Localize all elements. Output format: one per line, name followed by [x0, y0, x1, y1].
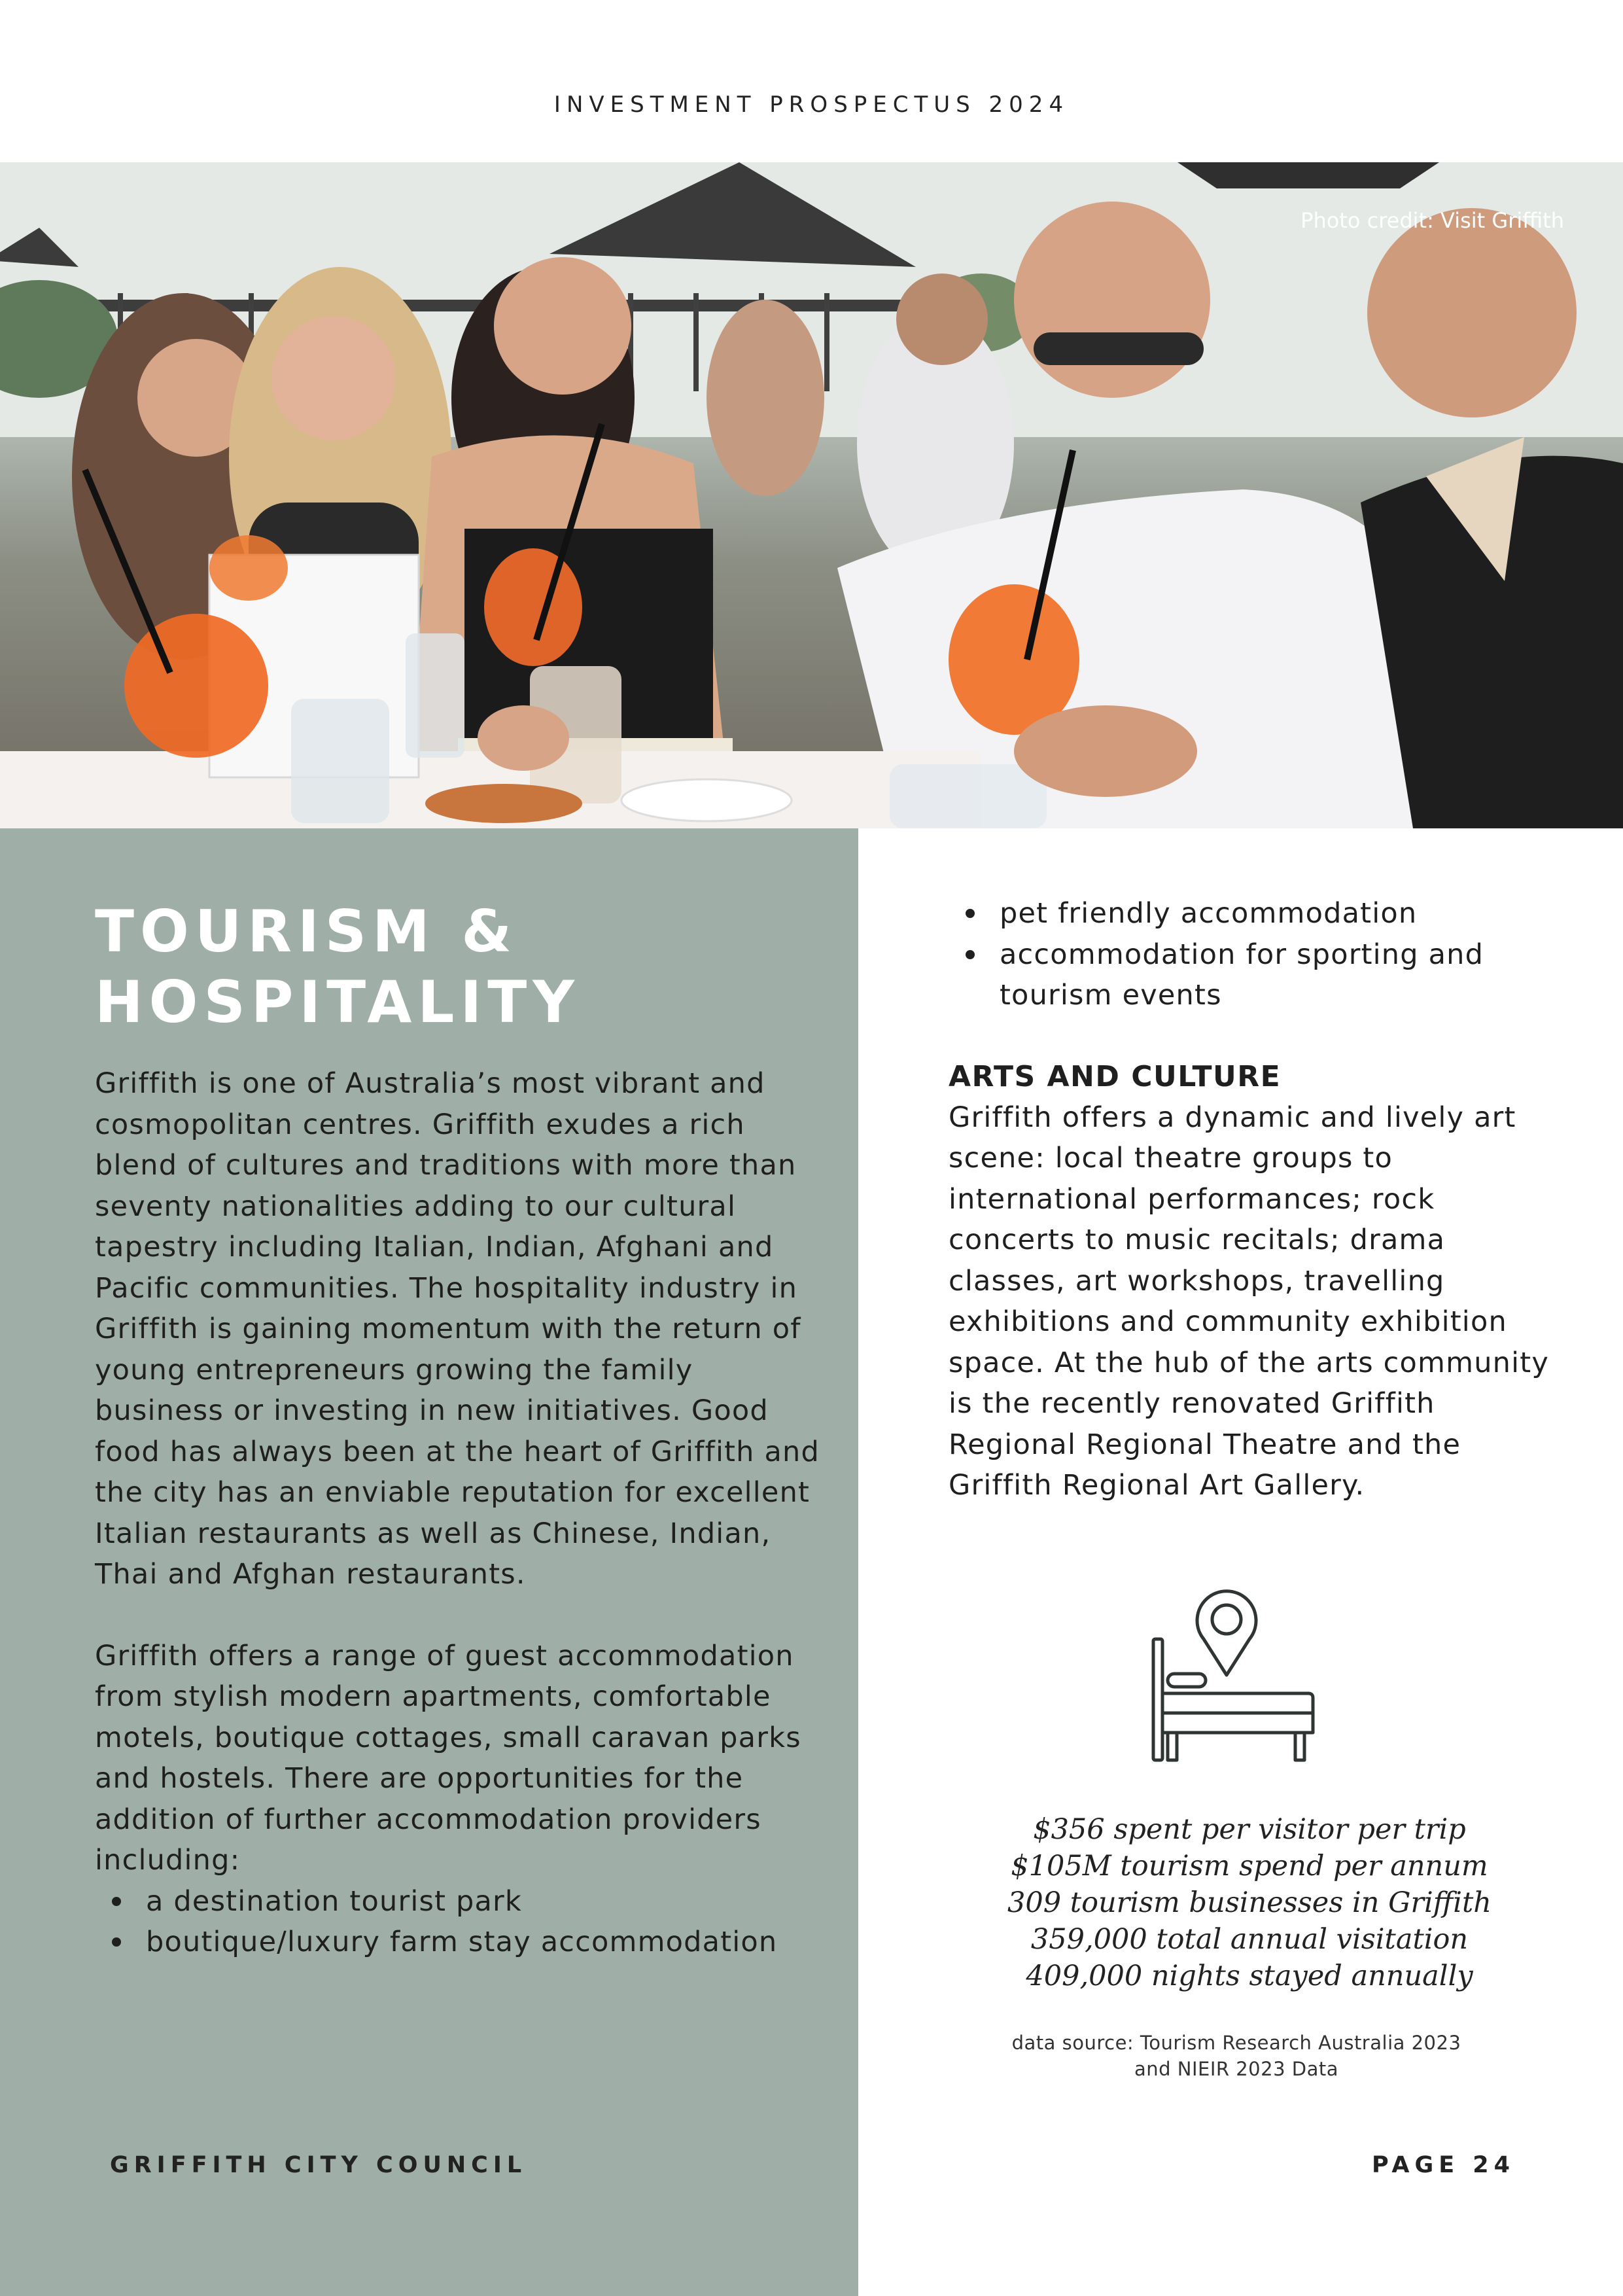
intro-paragraph: Griffith is one of Australia’s most vibrant and cosmopolitan centres. Griffith exudes a rich blend of cultures and traditions with more than seventy nationalities adding to our cultural tapestry including Italian, Indian, Afghani and Pacific communities. The hospitality industry in Griffith is gaining momentum with the return of young entrepreneurs growing the family business or investing in new initiatives. Good food has always been at the heart of Griffith and the city has an enviable reputation for excellent Italian restaurants as well as Chinese, Indian, Thai and Afghan restaurants.	[95, 1067, 820, 1591]
accommodation-list	[95, 1881, 828, 1963]
data-source	[949, 2030, 1524, 2082]
arts-paragraph: Griffith offers a dynamic and lively art scene: local theatre groups to international performances; rock concerts to music recitals; drama classes, art workshops, travelling exhibitions and community exhibition space. At the hub of the arts community is the recently renovated Griffith Regional Regional Theatre and the Griffith Regional Art Gallery.	[949, 1101, 1549, 1502]
photo-illustration	[0, 162, 1623, 828]
page-number: PAGE 24	[1371, 2152, 1515, 2178]
hero-photo	[0, 162, 1623, 828]
bed-location-pin-icon	[1148, 1587, 1318, 1770]
stat-line: 309 tourism businesses in Griffith	[1007, 1886, 1492, 1919]
data-source-line-1: data source: Tourism Research Australia 2023	[1011, 2032, 1461, 2054]
accommodation-paragraph: Griffith offers a range of guest accommodation from stylish modern apartments, comfortable motels, boutique cottages, small caravan parks and hostels. There are opportunities for the addition of further accommodation providers including:	[95, 1639, 801, 1877]
page-title	[95, 896, 814, 1038]
list-item: a destination tourist park	[146, 1881, 828, 1922]
document-header: INVESTMENT PROSPECTUS 2024	[553, 92, 1070, 118]
stat-line: 359,000 total annual visitation	[1030, 1923, 1469, 1956]
arts-heading: ARTS AND CULTURE	[949, 1059, 1282, 1093]
footer-organisation: GRIFFITH CITY COUNCIL	[110, 2152, 527, 2178]
page-title-line-1: TOURISM &	[95, 898, 518, 965]
list-item: accommodation for sporting and tourism events	[1000, 934, 1563, 1016]
right-column	[949, 893, 1563, 1506]
list-item: boutique/luxury farm stay accommodation	[146, 1922, 828, 1963]
photo-credit: Photo credit: Visit Griffith	[1300, 208, 1564, 233]
tourism-stats	[922, 1811, 1577, 1994]
stat-line: $105M tourism spend per annum	[1011, 1850, 1488, 1882]
page-title-line-2: HOSPITALITY	[95, 968, 580, 1036]
stat-line: 409,000 nights stayed annually	[1026, 1960, 1473, 1992]
stat-line: $356 spent per visitor per trip	[1033, 1813, 1466, 1846]
list-item: pet friendly accommodation	[1000, 893, 1563, 934]
data-source-line-2: and NIEIR 2023 Data	[1134, 2058, 1339, 2080]
left-body	[95, 1063, 828, 1963]
accommodation-list-continued	[949, 893, 1563, 1016]
